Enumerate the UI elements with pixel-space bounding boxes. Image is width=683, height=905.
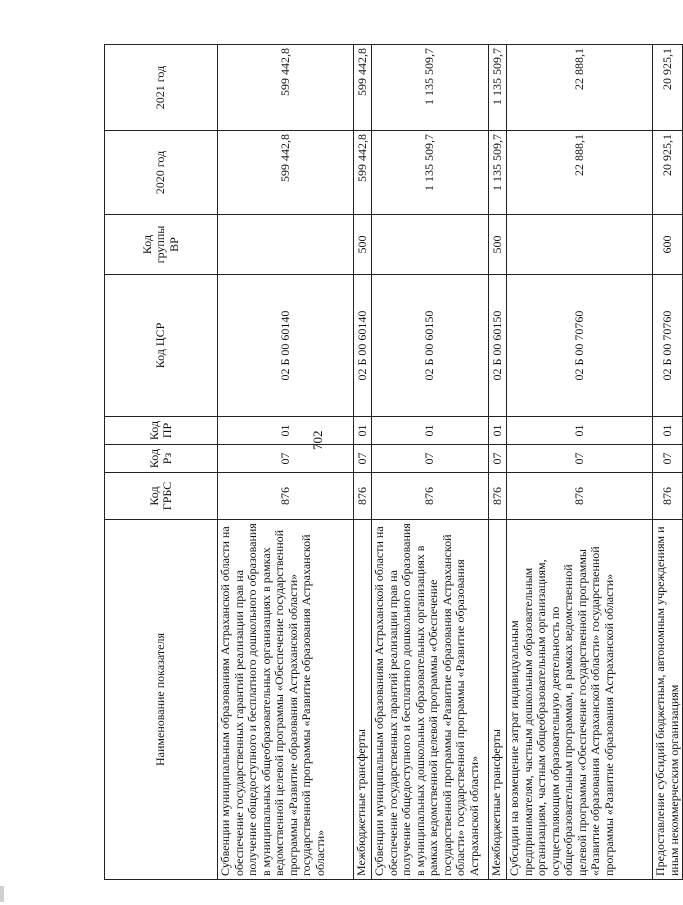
- row-2020: 599 442,8: [218, 131, 354, 215]
- row-csr: 02 Б 00 60150: [372, 275, 489, 417]
- row-csr: 02 Б 00 60150: [489, 275, 507, 417]
- row-vr: [372, 215, 489, 275]
- budget-table: [104, 44, 683, 880]
- row-grbs: 876: [507, 473, 653, 520]
- rotated-table-container: [104, 45, 681, 880]
- row-2020: 1 135 509,7: [489, 131, 507, 215]
- row-2021: 1 135 509,7: [489, 45, 507, 131]
- row-name: Субвенции муниципальным образованиям Астраханской области на обеспечение государственных гарантий реализации прав на получение общедоступного и бесплатного дошкольного образования в муниципальных дошкольных образовательных организациях в рамках ведомственной целевой программы «Обеспечение государственной программы «Развитие образования Астраханской области» государственной программы «Развитие образования Астраханской области»: [372, 520, 489, 880]
- row-csr: 02 Б 00 70760: [653, 275, 683, 417]
- table-row: [653, 45, 683, 880]
- row-pr: 01: [354, 417, 372, 445]
- table-row: [489, 45, 507, 880]
- header-vr: Код группы ВР: [105, 215, 218, 275]
- row-csr: 02 Б 00 60140: [354, 275, 372, 417]
- row-csr: 02 Б 00 70760: [507, 275, 653, 417]
- row-grbs: 876: [354, 473, 372, 520]
- header-rz: Код Рз: [105, 445, 218, 473]
- table-row: [507, 45, 653, 880]
- row-rz: 07: [653, 445, 683, 473]
- row-vr: [218, 215, 354, 275]
- row-2020: 22 888,1: [507, 131, 653, 215]
- header-name: Наименование показателя: [105, 520, 218, 880]
- row-rz: 07: [372, 445, 489, 473]
- row-name: Субсидии на возмещение затрат индивидуальным предпринимателям, частным дошкольным образовательным организациям, частным общеобразовательным организациям, осуществляющим образовательную деятельность по общеобразовательным программам, в рамках ведомственной целевой программы «Обеспечение государственной программы «Развитие образования Астраханской области» государственной программы «Развитие образования Астраханской области»: [507, 520, 653, 880]
- scan-edge-mark: [0, 886, 4, 902]
- row-pr: 01: [218, 417, 354, 445]
- row-2021: 599 442,8: [354, 45, 372, 131]
- table-header-row: [105, 45, 218, 880]
- row-name: Межбюджетные трансферты: [489, 520, 507, 880]
- table-row: [218, 45, 354, 880]
- row-2021: 599 442,8: [218, 45, 354, 131]
- table-row: [354, 45, 372, 880]
- header-pr: Код ПР: [105, 417, 218, 445]
- header-grbs: Код ГРБС: [105, 473, 218, 520]
- row-grbs: 876: [489, 473, 507, 520]
- row-grbs: 876: [218, 473, 354, 520]
- row-2021: 22 888,1: [507, 45, 653, 131]
- row-pr: 01: [489, 417, 507, 445]
- table-row: [372, 45, 489, 880]
- row-name: Субвенции муниципальным образованиям Астраханской области на обеспечение государственных гарантий реализации прав на получение общедоступного и бесплатного дошкольного образования в муниципальных общеобразовательных организациях в рамках ведомственной целевой программы «Обеспечение государственной программы «Развитие образования Астраханской области» государственной программы «Развитие образования Астраханской области»: [218, 520, 354, 880]
- row-vr: [507, 215, 653, 275]
- row-pr: 01: [372, 417, 489, 445]
- row-vr: 500: [489, 215, 507, 275]
- row-name: Предоставление субсидий бюджетным, автономным учреждениям и иным некоммерческим организациям: [653, 520, 683, 880]
- row-grbs: 876: [372, 473, 489, 520]
- row-rz: 07: [507, 445, 653, 473]
- header-2021: 2021 год: [105, 45, 218, 131]
- row-rz: 07: [218, 445, 354, 473]
- row-2020: 1 135 509,7: [372, 131, 489, 215]
- row-rz: 07: [354, 445, 372, 473]
- header-2020: 2020 год: [105, 131, 218, 215]
- row-2020: 20 925,1: [653, 131, 683, 215]
- row-vr: 500: [354, 215, 372, 275]
- row-2021: 1 135 509,7: [372, 45, 489, 131]
- row-pr: 01: [507, 417, 653, 445]
- row-rz: 07: [489, 445, 507, 473]
- header-csr: Код ЦСР: [105, 275, 218, 417]
- row-name: Межбюджетные трансферты: [354, 520, 372, 880]
- row-grbs: 876: [653, 473, 683, 520]
- row-2020: 599 442,8: [354, 131, 372, 215]
- page-number: 702: [310, 430, 325, 450]
- row-2021: 20 925,1: [653, 45, 683, 131]
- row-pr: 01: [653, 417, 683, 445]
- row-csr: 02 Б 00 60140: [218, 275, 354, 417]
- row-vr: 600: [653, 215, 683, 275]
